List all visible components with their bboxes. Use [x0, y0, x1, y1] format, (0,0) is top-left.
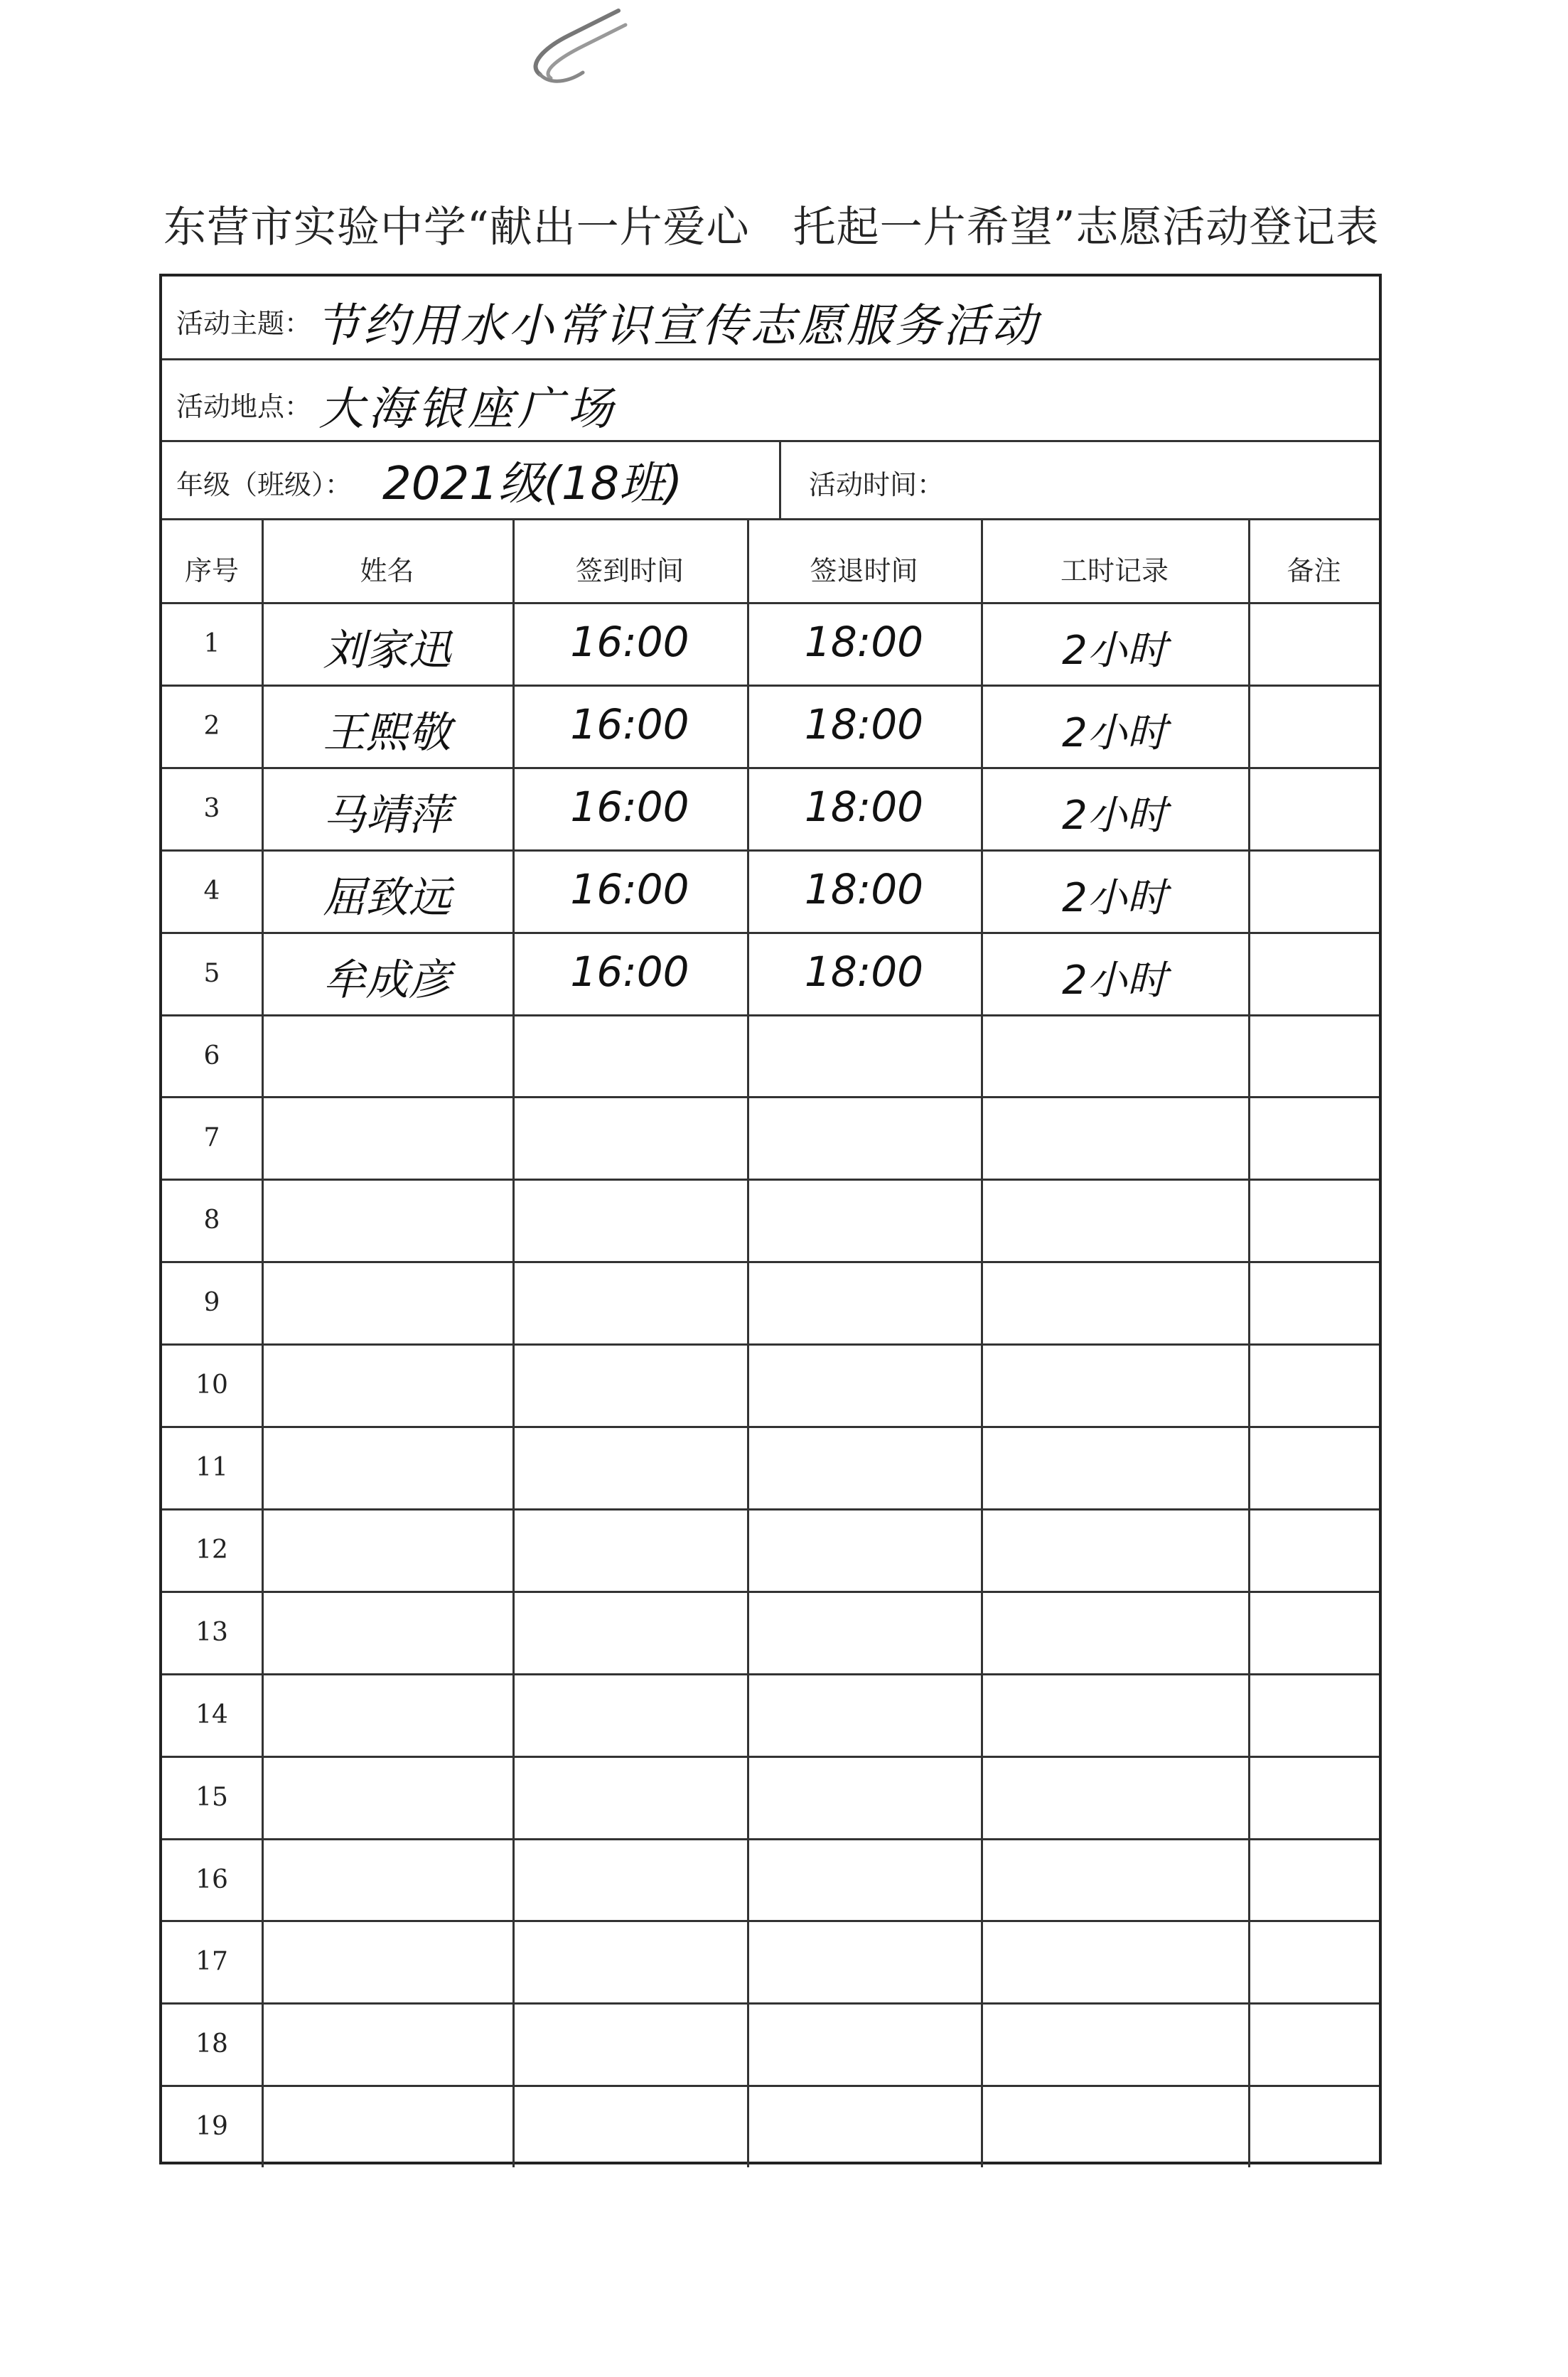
row-number: 12 [195, 1535, 228, 1565]
divider [162, 1920, 1379, 1922]
row-number: 15 [195, 1782, 228, 1812]
hours-record: 2小时 [1062, 792, 1167, 839]
row-number: 18 [195, 2029, 228, 2059]
divider [162, 518, 1379, 520]
row-number: 3 [203, 793, 220, 823]
divider [162, 1673, 1379, 1675]
grade-label: 年级（班级）： [176, 469, 353, 500]
divider [162, 849, 1379, 852]
header-name: 姓名 [360, 555, 414, 586]
divider [162, 1096, 1379, 1098]
row-number: 19 [195, 2112, 228, 2142]
sign-out-time: 18:00 [804, 782, 924, 831]
divider [779, 440, 781, 518]
sign-in-time: 16:00 [570, 699, 689, 748]
divider [162, 932, 1379, 934]
volunteer-name: 屈致远 [323, 872, 451, 923]
divider [162, 602, 1379, 604]
row-number: 17 [195, 1947, 228, 1977]
row-number: 2 [203, 711, 220, 741]
row-number: 10 [195, 1370, 228, 1400]
divider [162, 767, 1379, 769]
sign-in-time: 16:00 [570, 864, 689, 913]
divider [162, 685, 1379, 687]
divider [162, 1838, 1379, 1840]
volunteer-name: 马靖萍 [323, 790, 451, 840]
divider [162, 358, 1379, 360]
theme-label: 活动主题： [176, 308, 312, 339]
header-hours: 工时记录 [1060, 555, 1169, 586]
row-number: 4 [203, 876, 220, 906]
divider [162, 1343, 1379, 1346]
volunteer-name: 刘家迅 [323, 626, 451, 675]
divider [162, 1756, 1379, 1758]
divider [162, 2085, 1379, 2087]
row-number: 9 [203, 1288, 220, 1318]
divider [162, 1591, 1379, 1593]
divider [162, 1426, 1379, 1428]
sign-out-time: 18:00 [804, 699, 924, 748]
sign-in-time: 16:00 [570, 947, 689, 996]
paper-clip-icon [519, 7, 633, 100]
registration-form [159, 274, 1382, 2164]
divider [162, 1179, 1379, 1181]
hours-record: 2小时 [1062, 874, 1167, 921]
header-sign-out: 签退时间 [810, 555, 918, 586]
form-title: 东营市实验中学“献出一片爱心 托起一片希望”志愿活动登记表 [163, 203, 1380, 252]
sign-out-time: 18:00 [804, 947, 924, 996]
sign-out-time: 18:00 [804, 618, 924, 666]
sign-in-time: 16:00 [570, 618, 689, 666]
place-value: 大海银座广场 [318, 383, 617, 436]
header-note: 备注 [1287, 555, 1341, 586]
hours-record: 2小时 [1062, 957, 1167, 1004]
sign-in-time: 16:00 [570, 782, 689, 831]
sign-out-time: 18:00 [804, 864, 924, 913]
row-number: 1 [203, 629, 220, 658]
row-number: 6 [203, 1041, 220, 1071]
divider [162, 1261, 1379, 1263]
row-number: 5 [203, 958, 220, 988]
header-no: 序号 [184, 555, 239, 586]
row-number: 16 [195, 1864, 228, 1894]
row-number: 14 [195, 1700, 228, 1729]
row-number: 7 [203, 1123, 220, 1153]
divider [162, 1014, 1379, 1016]
header-sign-in: 签到时间 [575, 555, 684, 586]
volunteer-name: 牟成彦 [323, 955, 451, 1005]
row-number: 13 [195, 1617, 228, 1647]
divider [162, 2002, 1379, 2005]
theme-value: 节约用水小常识宣传志愿服务活动 [315, 300, 1040, 353]
row-number: 8 [203, 1206, 220, 1235]
place-label: 活动地点： [176, 391, 312, 422]
hours-record: 2小时 [1062, 709, 1167, 756]
hours-record: 2小时 [1062, 628, 1167, 674]
row-number: 11 [195, 1453, 228, 1482]
grade-value: 2021级(18班) [382, 458, 683, 510]
divider [162, 440, 1379, 442]
volunteer-name: 王熙敬 [323, 707, 451, 758]
time-label: 活动时间： [809, 469, 945, 500]
divider [162, 1508, 1379, 1511]
